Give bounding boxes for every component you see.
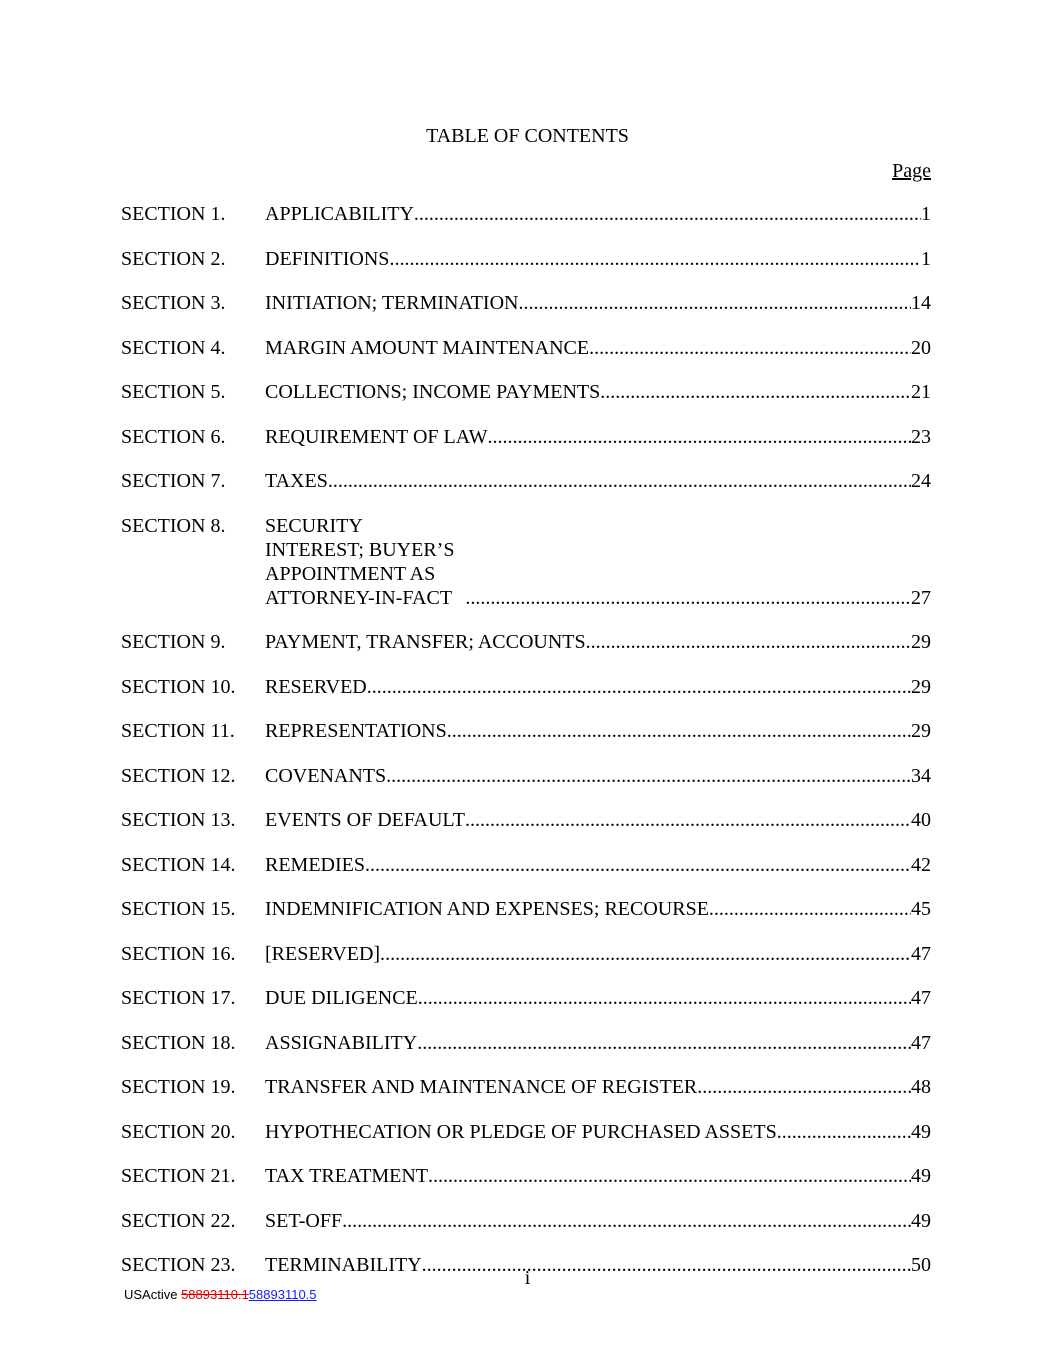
toc-entry[interactable] bbox=[121, 202, 931, 226]
toc-entry[interactable] bbox=[121, 469, 931, 493]
page-column-heading: Page bbox=[892, 160, 931, 182]
toc-page-number[interactable]: 50 bbox=[911, 1254, 931, 1276]
toc-entry-body bbox=[265, 986, 931, 1010]
toc-entry-body bbox=[265, 247, 931, 271]
toc-dot-leader bbox=[447, 719, 911, 743]
toc-section-title[interactable]: COLLECTIONS; INCOME PAYMENTS bbox=[265, 381, 601, 403]
toc-entry-body bbox=[265, 1075, 931, 1099]
toc-dot-leader bbox=[328, 469, 911, 493]
toc-section-number: SECTION 17. bbox=[121, 987, 236, 1009]
toc-dot-leader bbox=[465, 586, 911, 610]
toc-entry[interactable] bbox=[121, 853, 931, 877]
toc-dot-leader bbox=[418, 986, 911, 1010]
toc-dot-leader bbox=[385, 942, 911, 966]
toc-entry-body bbox=[265, 1031, 931, 1055]
toc-page-number[interactable]: 47 bbox=[911, 987, 931, 1009]
toc-entry[interactable] bbox=[121, 291, 931, 315]
toc-section-number: SECTION 23. bbox=[121, 1254, 236, 1276]
toc-dot-leader bbox=[428, 1164, 911, 1188]
toc-page-number[interactable]: 21 bbox=[911, 381, 931, 403]
footer-prefix: USActive bbox=[124, 1287, 182, 1302]
toc-dot-leader bbox=[709, 897, 911, 921]
toc-entry[interactable] bbox=[121, 380, 931, 404]
toc-entry-body bbox=[265, 425, 931, 449]
footer-old-id: 58893110.1 bbox=[181, 1287, 249, 1302]
toc-entry[interactable] bbox=[121, 1209, 931, 1233]
toc-section-number: SECTION 5. bbox=[121, 381, 226, 403]
toc-entry[interactable] bbox=[121, 1120, 931, 1144]
toc-section-title[interactable]: ASSIGNABILITY bbox=[265, 1031, 418, 1054]
toc-section-title[interactable]: [RESERVED]. bbox=[265, 942, 386, 965]
toc-section-number: SECTION 22. bbox=[121, 1209, 236, 1232]
toc-dot-leader bbox=[702, 1075, 911, 1099]
toc-section-title[interactable]: SET-OFF bbox=[265, 1209, 343, 1232]
toc-dot-leader bbox=[342, 1209, 911, 1233]
toc-entry-body bbox=[265, 675, 931, 699]
toc-entry[interactable] bbox=[121, 719, 931, 743]
toc-section-number: SECTION 11. bbox=[121, 720, 235, 742]
toc-title: TABLE OF CONTENTS bbox=[426, 125, 629, 147]
toc-section-title[interactable]: SECURITY INTEREST; BUYER’S APPOINTMENT AS ATTORNEY-IN-FACT bbox=[265, 514, 455, 609]
toc-dot-leader bbox=[417, 1031, 911, 1055]
toc-entry[interactable] bbox=[121, 942, 931, 966]
toc-section-number: SECTION 12. bbox=[121, 764, 236, 787]
toc-page-number[interactable]: 23 bbox=[911, 425, 931, 448]
toc-section-number: SECTION 19. bbox=[121, 1076, 236, 1098]
toc-page-number[interactable]: 48 bbox=[911, 1076, 931, 1098]
toc-entry-body bbox=[265, 1209, 931, 1233]
toc-section-number: SECTION 4. bbox=[121, 336, 226, 359]
toc-entry-body bbox=[265, 897, 931, 921]
toc-entry-body bbox=[265, 630, 931, 654]
toc-page-number[interactable]: 49 bbox=[911, 1165, 931, 1187]
toc-section-number: SECTION 14. bbox=[121, 853, 236, 876]
toc-page-number[interactable]: 29 bbox=[911, 720, 931, 742]
toc-dot-leader bbox=[465, 808, 911, 832]
toc-page-number[interactable]: 49 bbox=[911, 1209, 931, 1232]
toc-section-number: SECTION 13. bbox=[121, 809, 236, 831]
toc-entry-body bbox=[265, 1164, 931, 1188]
toc-page-number[interactable]: 40 bbox=[911, 809, 931, 831]
toc-page-number[interactable]: 1 bbox=[921, 247, 931, 270]
page-number: i bbox=[524, 1267, 531, 1289]
toc-entry[interactable] bbox=[121, 425, 931, 449]
toc-page-number[interactable]: 20 bbox=[911, 336, 931, 359]
toc-section-title[interactable]: TAX TREATMENT bbox=[265, 1165, 429, 1187]
toc-entry-body bbox=[265, 514, 931, 610]
toc-dot-leader bbox=[367, 675, 911, 699]
document-id-footer bbox=[124, 1287, 317, 1303]
toc-section-title[interactable]: DUE DILIGENCE bbox=[265, 987, 418, 1009]
toc-section-number: SECTION 20. bbox=[121, 1120, 236, 1143]
toc-page-number[interactable]: 47 bbox=[911, 1031, 931, 1054]
toc-section-title[interactable]: COVENANTS bbox=[265, 764, 387, 787]
toc-section-number: SECTION 9. bbox=[121, 631, 226, 653]
toc-entry-body bbox=[265, 764, 931, 788]
toc-entry-body bbox=[265, 808, 931, 832]
toc-section-number: SECTION 8. bbox=[121, 514, 226, 537]
toc-page-number[interactable]: 42 bbox=[911, 853, 931, 876]
toc-dot-leader bbox=[518, 291, 911, 315]
toc-section-title[interactable]: REQUIREMENT OF LAW bbox=[265, 425, 488, 448]
toc-page-number[interactable]: 27 bbox=[911, 586, 931, 609]
toc-entry-body bbox=[265, 469, 931, 493]
toc-page-number[interactable]: 47 bbox=[911, 942, 931, 965]
toc-entry-body bbox=[265, 202, 931, 226]
toc-page-number[interactable]: 14 bbox=[911, 292, 931, 314]
toc-page-number[interactable]: 1 bbox=[921, 203, 931, 225]
toc-section-title[interactable]: EVENTS OF DEFAULT bbox=[265, 809, 466, 831]
toc-entry-body bbox=[265, 719, 931, 743]
toc-dot-leader bbox=[777, 1120, 911, 1144]
toc-entry[interactable] bbox=[121, 808, 931, 832]
toc-entry[interactable] bbox=[121, 1031, 931, 1055]
toc-entry-body bbox=[265, 942, 931, 966]
toc-section-number: SECTION 1. bbox=[121, 203, 226, 225]
toc-section-title[interactable]: TRANSFER AND MAINTENANCE OF REGISTER. bbox=[265, 1076, 703, 1098]
toc-entry[interactable] bbox=[121, 630, 931, 654]
toc-list bbox=[121, 202, 931, 1298]
toc-section-number: SECTION 6. bbox=[121, 425, 226, 448]
footer-new-id[interactable]: 58893110.5 bbox=[248, 1287, 317, 1302]
toc-section-number: SECTION 16. bbox=[121, 942, 236, 965]
toc-section-title[interactable]: PAYMENT, TRANSFER; ACCOUNTS bbox=[265, 631, 586, 653]
toc-dot-leader bbox=[386, 764, 911, 788]
toc-entry[interactable] bbox=[121, 1164, 931, 1188]
toc-section-title[interactable]: INDEMNIFICATION AND EXPENSES; RECOURSE bbox=[265, 898, 709, 920]
toc-section-title[interactable]: INITIATION; TERMINATION bbox=[265, 292, 519, 314]
toc-dot-leader bbox=[589, 336, 911, 360]
toc-section-title[interactable]: REPRESENTATIONS bbox=[265, 720, 447, 742]
toc-section-title[interactable]: MARGIN AMOUNT MAINTENANCE bbox=[265, 336, 590, 359]
toc-dot-leader bbox=[487, 425, 911, 449]
toc-entry[interactable] bbox=[121, 986, 931, 1010]
toc-entry[interactable] bbox=[121, 247, 931, 271]
toc-section-title[interactable]: DEFINITIONS bbox=[265, 247, 390, 270]
toc-section-title[interactable]: TERMINABILITY bbox=[265, 1254, 422, 1276]
toc-section-number: SECTION 18. bbox=[121, 1031, 236, 1054]
toc-section-number: SECTION 3. bbox=[121, 292, 226, 314]
toc-dot-leader bbox=[600, 380, 911, 404]
toc-dot-leader bbox=[389, 247, 921, 271]
toc-entry[interactable] bbox=[121, 897, 931, 921]
toc-entry[interactable] bbox=[121, 675, 931, 699]
toc-section-title[interactable]: TAXES bbox=[265, 470, 328, 492]
toc-entry[interactable] bbox=[121, 514, 931, 610]
toc-entry[interactable] bbox=[121, 764, 931, 788]
toc-section-title[interactable]: RESERVED bbox=[265, 675, 367, 698]
toc-section-title[interactable]: APPLICABILITY bbox=[265, 203, 414, 225]
toc-entry-body bbox=[265, 291, 931, 315]
toc-section-title[interactable]: REMEDIES bbox=[265, 853, 365, 876]
toc-page-number[interactable]: 34 bbox=[911, 764, 931, 787]
toc-section-number: SECTION 10. bbox=[121, 675, 236, 698]
toc-page-number[interactable]: 49 bbox=[911, 1120, 931, 1143]
toc-section-title[interactable]: HYPOTHECATION OR PLEDGE OF PURCHASED ASSETS bbox=[265, 1120, 777, 1143]
toc-entry[interactable] bbox=[121, 336, 931, 360]
toc-section-number: SECTION 7. bbox=[121, 470, 226, 492]
toc-page-number[interactable]: 29 bbox=[911, 675, 931, 698]
toc-entry-body bbox=[265, 1120, 931, 1144]
toc-dot-leader bbox=[414, 202, 921, 226]
toc-entry[interactable] bbox=[121, 1075, 931, 1099]
toc-dot-leader bbox=[586, 630, 911, 654]
toc-section-number: SECTION 21. bbox=[121, 1165, 236, 1187]
toc-dot-leader bbox=[365, 853, 911, 877]
toc-section-number: SECTION 15. bbox=[121, 898, 236, 920]
toc-page-number[interactable]: 45 bbox=[911, 898, 931, 920]
toc-entry-body bbox=[265, 380, 931, 404]
toc-section-number: SECTION 2. bbox=[121, 247, 226, 270]
toc-page-number[interactable]: 24 bbox=[911, 470, 931, 492]
toc-entry-body bbox=[265, 853, 931, 877]
toc-page-number[interactable]: 29 bbox=[911, 631, 931, 653]
toc-entry-body bbox=[265, 336, 931, 360]
